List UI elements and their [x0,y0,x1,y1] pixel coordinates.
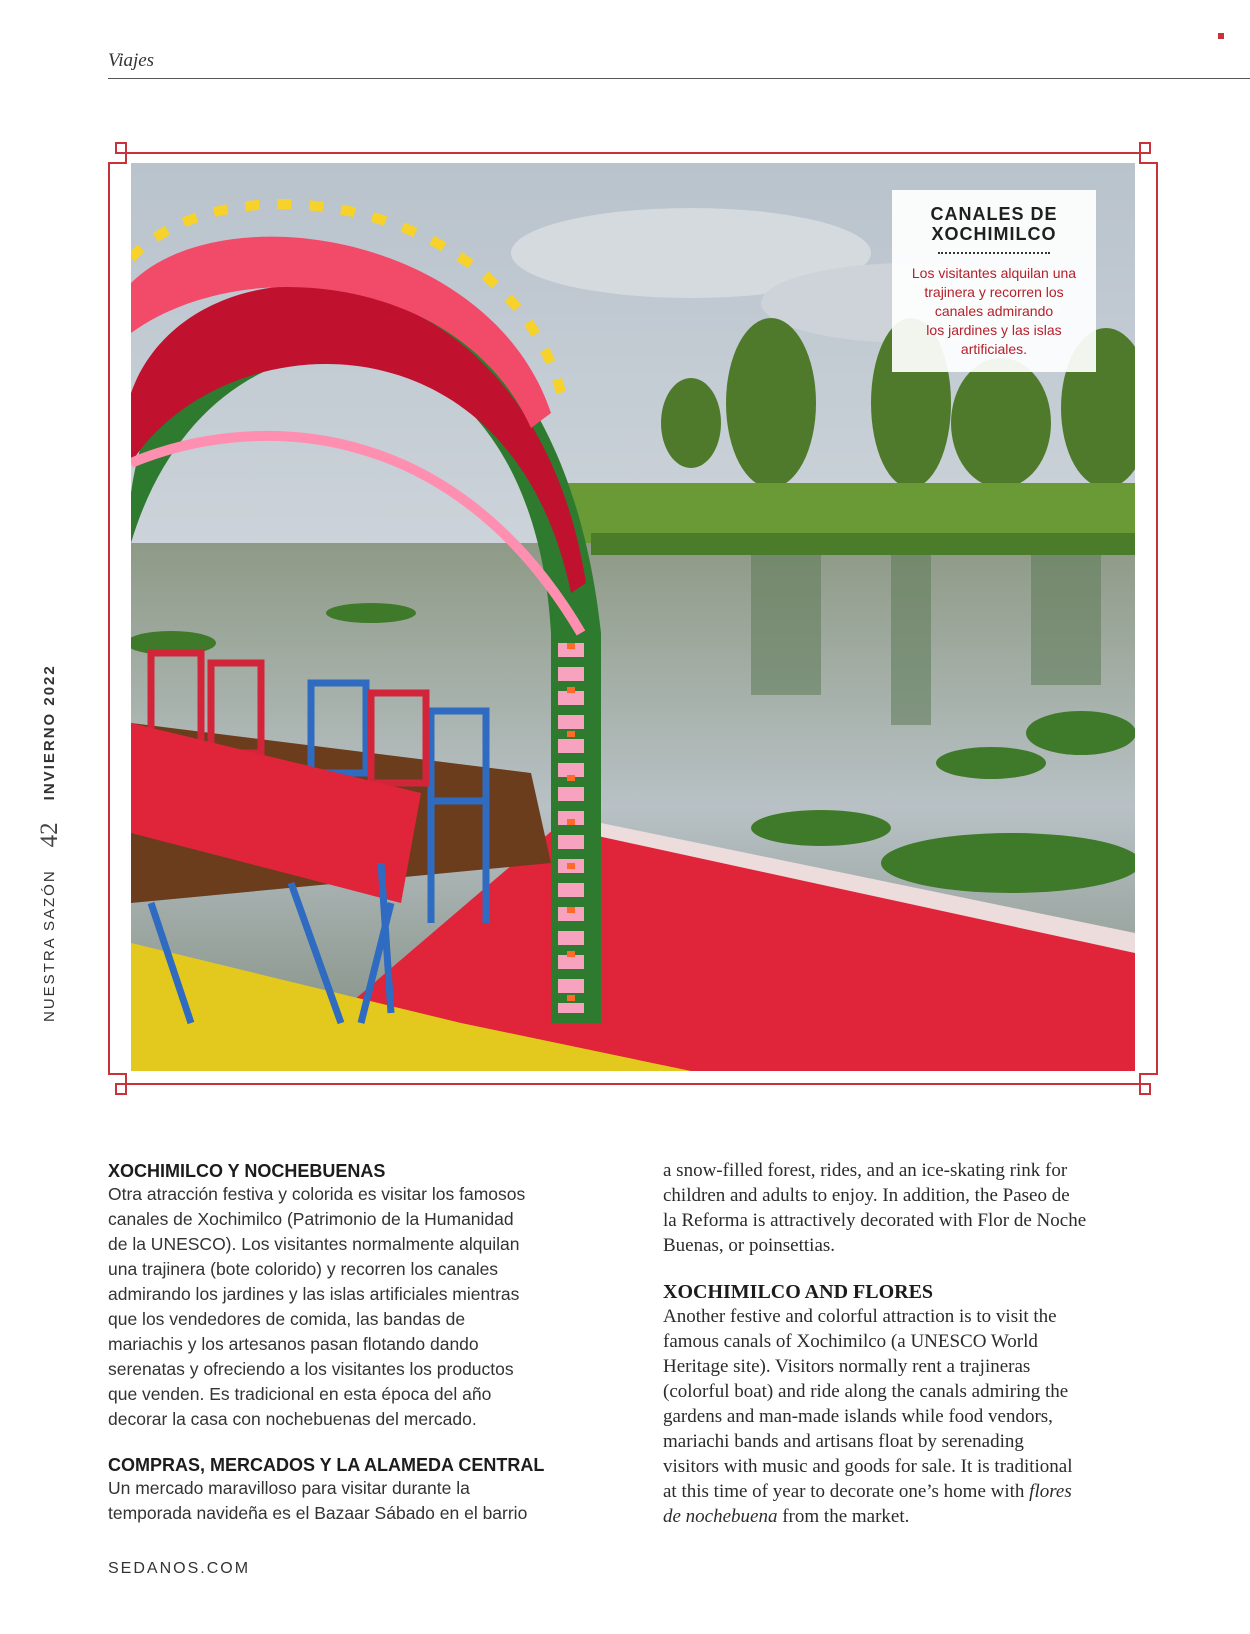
caption-line: Los visitantes alquilan una [911,265,1077,281]
caption-divider [938,252,1050,254]
header-rule [108,78,1250,79]
text-span: at this time of year to decorate one’s home with [663,1481,1030,1502]
caption-title-line2: XOCHIMILCO [931,224,1057,244]
text-line: que los vendedores de comida, las bandas de [108,1309,466,1329]
english-column [663,1158,1143,1529]
caption-title-line1: CANALES DE [930,204,1058,224]
text-line: Buenas, or poinsettias. [663,1235,836,1256]
page-number: 42 [36,822,63,848]
text-span: from the market. [777,1506,910,1527]
text-line: admirando los jardines y las islas artificiales mientras [108,1284,520,1304]
footer-site: SEDANOS.COM [108,1560,251,1577]
corner-mark [1218,33,1224,39]
caption-line: los jardines y las islas [926,322,1062,338]
text-line: mariachi bands and artisans float by serenading [663,1431,1024,1452]
text-line: de la UNESCO). Los visitantes normalmente alquilan [108,1234,520,1254]
spanish-column [108,1160,628,1526]
text-line: serenatas y ofreciendo a los visitantes los productos [108,1359,514,1379]
text-line: visitors with music and goods for sale. It is traditional [663,1456,1073,1477]
text-line: canales de Xochimilco (Patrimonio de la Humanidad [108,1209,514,1229]
spanish-heading-2: COMPRAS, MERCADOS Y LA ALAMEDA CENTRAL [108,1455,545,1475]
text-line: Another festive and colorful attraction is to visit the [663,1306,1057,1327]
issue-label: INVIERNO 2022 [41,664,58,801]
vertical-sidebar [36,664,64,1022]
spanish-paragraph-2 [108,1476,628,1526]
text-line: a snow-filled forest, rides, and an ice-skating rink for [663,1160,1068,1181]
text-line: decorar la casa con nochebuenas del mercado. [108,1409,477,1429]
text-line: (colorful boat) and ride along the canals admiring the [663,1381,1069,1402]
caption-line: canales admirando [934,303,1054,319]
text-line: la Reforma is attractively decorated with Flor de Noche [663,1210,1087,1231]
text-line: Otra atracción festiva y colorida es visitar los famosos [108,1184,526,1204]
section-title: Viajes [108,50,155,71]
text-line: que venden. Es tradicional en esta época del año [108,1384,492,1404]
english-paragraph-1 [663,1304,1143,1529]
text-line: gardens and man-made islands while food vendors, [663,1406,1053,1427]
text-line: temporada navideña es el Bazaar Sábado en el barrio [108,1503,528,1523]
text-line: famous canals of Xochimilco (a UNESCO World [663,1331,1038,1352]
magazine-name: NUESTRA SAZÓN [41,869,58,1022]
spanish-heading-1: XOCHIMILCO Y NOCHEBUENAS [108,1161,386,1181]
caption-line: trajinera y recorren los [924,284,1064,300]
italic-span: de nochebuena [663,1506,778,1527]
caption-line: artificiales. [960,341,1028,357]
text-line [663,1504,1143,1529]
text-line: children and adults to enjoy. In addition, the Paseo de [663,1185,1070,1206]
text-line: mariachis y los artesanos pasan flotando dando [108,1334,479,1354]
text-line: Un mercado maravilloso para visitar durante la [108,1478,470,1498]
text-line [663,1479,1143,1504]
italic-span: flores [1029,1481,1072,1502]
text-line: Heritage site). Visitors normally rent a trajineras [663,1356,1031,1377]
caption-text [902,264,1086,359]
text-line: una trajinera (bote colorido) y recorren los canales [108,1259,499,1279]
spanish-paragraph-1 [108,1182,628,1432]
english-paragraph-0 [663,1158,1143,1258]
english-heading: XOCHIMILCO AND FLORES [663,1281,934,1303]
photo-caption [892,190,1096,372]
